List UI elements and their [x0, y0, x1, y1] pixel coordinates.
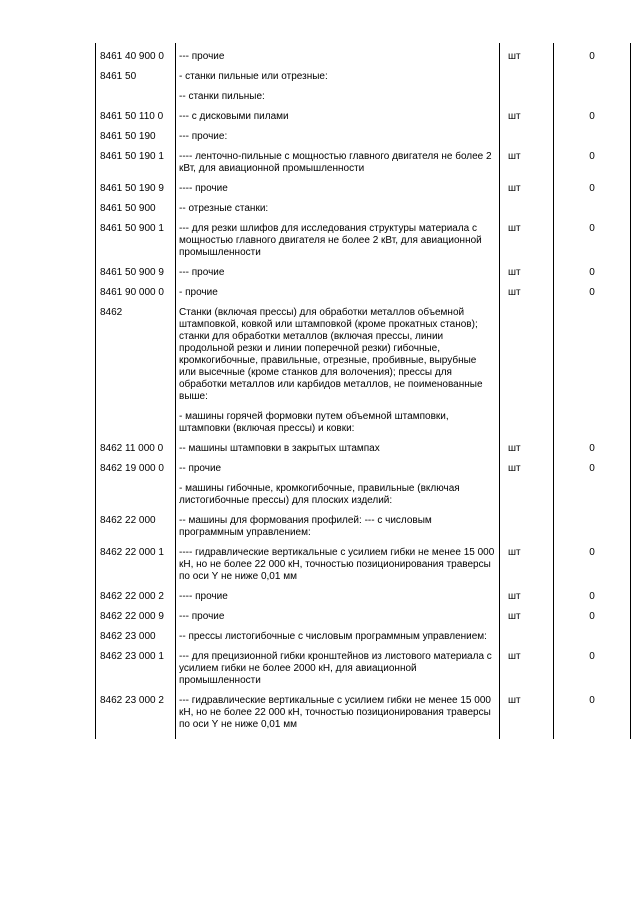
cell-duty: 0	[554, 583, 631, 603]
cell-code: 8461 50 190 1	[96, 143, 176, 175]
cell-description: --- прочие	[176, 259, 500, 279]
cell-description: --- прочие	[176, 43, 500, 63]
cell-duty: 0	[554, 455, 631, 475]
cell-unit	[500, 475, 554, 507]
cell-unit	[500, 83, 554, 103]
cell-unit	[500, 507, 554, 539]
cell-description: ---- прочие	[176, 583, 500, 603]
table-row	[96, 507, 631, 539]
table-row	[96, 455, 631, 475]
cell-unit: шт	[500, 455, 554, 475]
cell-code	[96, 83, 176, 103]
cell-duty	[554, 123, 631, 143]
cell-duty: 0	[554, 175, 631, 195]
cell-description: --- прочие:	[176, 123, 500, 143]
cell-description: --- для резки шлифов для исследования структуры материала с мощностью главного двигателя не более 2 кВт, для авиационной промышленности	[176, 215, 500, 259]
table-row	[96, 103, 631, 123]
cell-code	[96, 475, 176, 507]
cell-code: 8462 19 000 0	[96, 455, 176, 475]
cell-unit: шт	[500, 43, 554, 63]
cell-code: 8462 11 000 0	[96, 435, 176, 455]
cell-description: - машины гибочные, кромкогибочные, правильные (включая листогибочные прессы) для плоских изделий:	[176, 475, 500, 507]
table-row	[96, 687, 631, 739]
cell-duty	[554, 507, 631, 539]
table-row	[96, 279, 631, 299]
cell-code: 8461 50 190	[96, 123, 176, 143]
cell-duty	[554, 299, 631, 403]
cell-unit: шт	[500, 539, 554, 583]
cell-unit: шт	[500, 643, 554, 687]
cell-duty: 0	[554, 103, 631, 123]
cell-duty	[554, 475, 631, 507]
cell-unit: шт	[500, 435, 554, 455]
table-row	[96, 299, 631, 403]
table-row	[96, 643, 631, 687]
table-row	[96, 175, 631, 195]
cell-unit	[500, 623, 554, 643]
cell-description: ---- гидравлические вертикальные с усилием гибки не менее 15 000 кН, но не более 22 000 кН, точностью позиционирования траверсы по оси Y не ниже 0,01 мм	[176, 539, 500, 583]
cell-description: - машины горячей формовки путем объемной штамповки, штамповки (включая прессы) и ковки:	[176, 403, 500, 435]
cell-duty: 0	[554, 603, 631, 623]
cell-duty	[554, 195, 631, 215]
cell-code: 8461 50	[96, 63, 176, 83]
cell-code: 8461 50 190 9	[96, 175, 176, 195]
cell-description: ---- ленточно-пильные с мощностью главного двигателя не более 2 кВт, для авиационной промышленности	[176, 143, 500, 175]
table-row	[96, 403, 631, 435]
cell-description: -- прочие	[176, 455, 500, 475]
cell-description: -- машины для формования профилей: --- с числовым программным управлением:	[176, 507, 500, 539]
cell-duty: 0	[554, 643, 631, 687]
cell-unit	[500, 63, 554, 83]
table-row	[96, 215, 631, 259]
cell-duty: 0	[554, 687, 631, 739]
cell-code: 8462	[96, 299, 176, 403]
cell-description: --- для прецизионной гибки кронштейнов из листового материала с усилием гибки не более 2000 кН, для авиационной промышленности	[176, 643, 500, 687]
cell-code: 8461 50 900 9	[96, 259, 176, 279]
table-row	[96, 143, 631, 175]
table-row	[96, 623, 631, 643]
cell-code: 8462 22 000 1	[96, 539, 176, 583]
cell-code: 8461 50 110 0	[96, 103, 176, 123]
table-row	[96, 259, 631, 279]
cell-unit: шт	[500, 103, 554, 123]
cell-code: 8462 22 000	[96, 507, 176, 539]
cell-description: --- прочие	[176, 603, 500, 623]
cell-code: 8461 40 900 0	[96, 43, 176, 63]
cell-duty: 0	[554, 143, 631, 175]
tariff-table	[95, 43, 631, 739]
table-row	[96, 583, 631, 603]
cell-description: -- машины штамповки в закрытых штампах	[176, 435, 500, 455]
cell-duty: 0	[554, 539, 631, 583]
table-row	[96, 539, 631, 583]
cell-code: 8461 90 000 0	[96, 279, 176, 299]
table-row	[96, 83, 631, 103]
table-row	[96, 43, 631, 63]
cell-unit: шт	[500, 215, 554, 259]
cell-code: 8461 50 900	[96, 195, 176, 215]
cell-description: --- с дисковыми пилами	[176, 103, 500, 123]
cell-code: 8462 23 000	[96, 623, 176, 643]
cell-code: 8461 50 900 1	[96, 215, 176, 259]
cell-duty	[554, 83, 631, 103]
cell-description: --- гидравлические вертикальные с усилием гибки не менее 15 000 кН, но не более 22 000 кН, точностью позиционирования траверсы по оси Y не ниже 0,01 мм	[176, 687, 500, 739]
cell-code: 8462 22 000 2	[96, 583, 176, 603]
table-row	[96, 63, 631, 83]
cell-duty	[554, 623, 631, 643]
cell-duty: 0	[554, 279, 631, 299]
tariff-table-body	[96, 43, 631, 739]
cell-unit: шт	[500, 279, 554, 299]
cell-description: -- станки пильные:	[176, 83, 500, 103]
table-row	[96, 603, 631, 623]
cell-duty: 0	[554, 215, 631, 259]
cell-duty	[554, 63, 631, 83]
cell-description: -- прессы листогибочные с числовым программным управлением:	[176, 623, 500, 643]
table-row	[96, 475, 631, 507]
cell-duty: 0	[554, 43, 631, 63]
cell-duty: 0	[554, 435, 631, 455]
cell-unit: шт	[500, 259, 554, 279]
cell-description: - станки пильные или отрезные:	[176, 63, 500, 83]
cell-description: - прочие	[176, 279, 500, 299]
cell-code: 8462 23 000 2	[96, 687, 176, 739]
cell-description: ---- прочие	[176, 175, 500, 195]
table-row	[96, 195, 631, 215]
cell-description: -- отрезные станки:	[176, 195, 500, 215]
cell-unit	[500, 299, 554, 403]
cell-code: 8462 22 000 9	[96, 603, 176, 623]
cell-unit: шт	[500, 143, 554, 175]
cell-code: 8462 23 000 1	[96, 643, 176, 687]
cell-unit: шт	[500, 175, 554, 195]
cell-duty	[554, 403, 631, 435]
table-row	[96, 123, 631, 143]
cell-unit	[500, 123, 554, 143]
cell-unit: шт	[500, 583, 554, 603]
cell-code	[96, 403, 176, 435]
cell-unit: шт	[500, 687, 554, 739]
cell-duty: 0	[554, 259, 631, 279]
cell-unit: шт	[500, 603, 554, 623]
cell-unit	[500, 403, 554, 435]
table-row	[96, 435, 631, 455]
cell-unit	[500, 195, 554, 215]
cell-description: Станки (включая прессы) для обработки металлов объемной штамповкой, ковкой или штамповкой (кроме прокатных станов); станки для обработки металлов (включая прессы, линии продольной резки и линии поперечной резки) гибочные, кромкогибочные, правильные, отрезные, пробивные, вырубные или высечные (кроме станков для волочения); прессы для обработки металлов или карбидов металлов, не поименованные выше:	[176, 299, 500, 403]
